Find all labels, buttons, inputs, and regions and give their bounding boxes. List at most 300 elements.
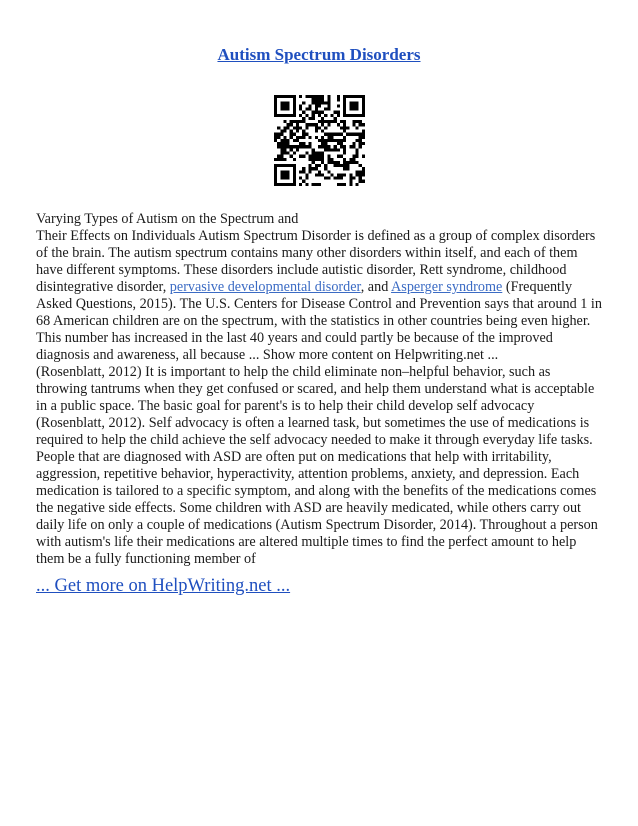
qr-module (293, 98, 296, 101)
qr-module (359, 133, 362, 136)
qr-module (312, 148, 315, 151)
qr-module (290, 123, 293, 126)
qr-module (327, 177, 330, 180)
qr-module (321, 98, 324, 101)
qr-module (290, 133, 293, 136)
qr-module (290, 114, 293, 117)
qr-module (318, 95, 321, 98)
qr-module (327, 145, 330, 148)
qr-module (343, 139, 346, 142)
qr-module (346, 164, 349, 167)
qr-module (356, 170, 359, 173)
qr-module (324, 164, 327, 167)
qr-module (346, 126, 349, 129)
qr-module (296, 120, 299, 123)
qr-module (277, 142, 280, 145)
qr-module (296, 130, 299, 133)
qr-module (327, 158, 330, 161)
qr-module (280, 183, 283, 186)
qr-module (334, 117, 337, 120)
qr-module (302, 101, 305, 104)
qr-module (305, 123, 308, 126)
qr-module (302, 142, 305, 145)
paragraph-1-heading-line: Varying Types of Autism on the Spectrum and (36, 211, 299, 227)
qr-module (274, 111, 277, 114)
qr-module (302, 130, 305, 133)
qr-module (274, 180, 277, 183)
qr-module (318, 158, 321, 161)
qr-module (324, 177, 327, 180)
qr-module (362, 95, 365, 98)
qr-module (283, 126, 286, 129)
qr-module (293, 158, 296, 161)
qr-module (315, 173, 318, 176)
qr-module (340, 183, 343, 186)
qr-module (352, 158, 355, 161)
qr-module (274, 139, 277, 142)
qr-module (327, 133, 330, 136)
qr-module (305, 133, 308, 136)
qr-module (359, 114, 362, 117)
qr-module (352, 114, 355, 117)
qr-module (315, 126, 318, 129)
qr-module (283, 158, 286, 161)
qr-module (299, 108, 302, 111)
document-title-link[interactable]: Autism Spectrum Disorders (217, 45, 421, 64)
qr-module (283, 151, 286, 154)
qr-module (305, 183, 308, 186)
qr-module (309, 136, 312, 139)
qr-module (343, 108, 346, 111)
qr-module (287, 151, 290, 154)
qr-module (293, 164, 296, 167)
qr-module (293, 101, 296, 104)
qr-module (290, 155, 293, 158)
qr-module (274, 95, 277, 98)
qr-module (318, 155, 321, 158)
qr-module (280, 155, 283, 158)
qr-module (362, 98, 365, 101)
qr-module (280, 108, 283, 111)
qr-module (327, 161, 330, 164)
qr-module (327, 104, 330, 107)
qr-module (274, 158, 277, 161)
qr-module (334, 133, 337, 136)
qr-module (337, 123, 340, 126)
qr-module (343, 136, 346, 139)
qr-module (349, 114, 352, 117)
qr-module (293, 180, 296, 183)
qr-module (312, 151, 315, 154)
qr-module (280, 158, 283, 161)
qr-module (318, 183, 321, 186)
qr-module (352, 161, 355, 164)
qr-module (321, 155, 324, 158)
qr-module (330, 161, 333, 164)
qr-module (287, 183, 290, 186)
qr-module (315, 164, 318, 167)
qr-module (277, 126, 280, 129)
qr-module (362, 101, 365, 104)
qr-module (287, 170, 290, 173)
qr-module (299, 126, 302, 129)
qr-module (299, 155, 302, 158)
qr-module (293, 173, 296, 176)
qr-module (312, 183, 315, 186)
qr-module (287, 123, 290, 126)
qr-module (283, 164, 286, 167)
qr-module (340, 164, 343, 167)
qr-module (327, 98, 330, 101)
qr-module (321, 95, 324, 98)
paragraph-1 (36, 211, 604, 364)
qr-module (296, 123, 299, 126)
qr-module (324, 133, 327, 136)
qr-module (327, 108, 330, 111)
qr-module (318, 111, 321, 114)
qr-module (312, 95, 315, 98)
qr-module (290, 130, 293, 133)
qr-module (312, 161, 315, 164)
qr-module (337, 111, 340, 114)
qr-module (283, 108, 286, 111)
qr-module (318, 139, 321, 142)
qr-module (299, 95, 302, 98)
qr-module (346, 114, 349, 117)
qr-module (274, 167, 277, 170)
qr-module (293, 104, 296, 107)
qr-module (299, 120, 302, 123)
qr-module (352, 177, 355, 180)
qr-module (315, 167, 318, 170)
qr-module (309, 123, 312, 126)
qr-module (330, 133, 333, 136)
qr-module (293, 95, 296, 98)
qr-module (362, 104, 365, 107)
qr-module (327, 136, 330, 139)
qr-module (321, 117, 324, 120)
qr-module (346, 167, 349, 170)
qr-module (309, 117, 312, 120)
qr-module (321, 139, 324, 142)
qr-module (309, 170, 312, 173)
qr-module (352, 104, 355, 107)
qr-module (296, 139, 299, 142)
qr-module (362, 123, 365, 126)
qr-module (330, 158, 333, 161)
qr-module (327, 95, 330, 98)
qr-module (340, 142, 343, 145)
qr-module (315, 130, 318, 133)
qr-module (287, 142, 290, 145)
qr-module (356, 120, 359, 123)
qr-module (293, 167, 296, 170)
qr-module (296, 136, 299, 139)
qr-module (337, 142, 340, 145)
qr-module (293, 133, 296, 136)
qr-module (321, 158, 324, 161)
qr-module (337, 148, 340, 151)
qr-module (343, 111, 346, 114)
qr-module (302, 117, 305, 120)
qr-module (305, 114, 308, 117)
qr-module (283, 177, 286, 180)
qr-module (321, 130, 324, 133)
qr-module (330, 148, 333, 151)
qr-module (324, 120, 327, 123)
qr-module (318, 98, 321, 101)
qr-module (315, 108, 318, 111)
qr-module (290, 148, 293, 151)
qr-module (356, 114, 359, 117)
qr-module (302, 133, 305, 136)
qr-module (362, 167, 365, 170)
qr-module (359, 164, 362, 167)
qr-module (359, 95, 362, 98)
qr-module (280, 133, 283, 136)
qr-module (315, 104, 318, 107)
qr-module (343, 173, 346, 176)
qr-module (352, 95, 355, 98)
qr-module (362, 108, 365, 111)
qr-module (299, 142, 302, 145)
qr-module (346, 161, 349, 164)
qr-module (274, 177, 277, 180)
qr-module (337, 177, 340, 180)
qr-module (349, 180, 352, 183)
qr-module (356, 161, 359, 164)
qr-module (362, 133, 365, 136)
qr-module (343, 114, 346, 117)
qr-module (321, 136, 324, 139)
qr-module (318, 120, 321, 123)
qr-code-image (274, 95, 365, 186)
qr-module (290, 120, 293, 123)
qr-module (337, 164, 340, 167)
asperger-syndrome-link[interactable]: Asperger syndrome (391, 279, 503, 295)
qr-module (359, 136, 362, 139)
qr-module (359, 120, 362, 123)
qr-module (362, 136, 365, 139)
qr-module (274, 173, 277, 176)
qr-module (280, 142, 283, 145)
qr-module (324, 142, 327, 145)
qr-module (343, 130, 346, 133)
qr-module (309, 104, 312, 107)
qr-module (287, 108, 290, 111)
qr-module (349, 158, 352, 161)
qr-module (290, 145, 293, 148)
qr-module (349, 161, 352, 164)
qr-module (283, 183, 286, 186)
qr-module (359, 123, 362, 126)
qr-module (299, 136, 302, 139)
qr-module (340, 139, 343, 142)
qr-module (283, 142, 286, 145)
qr-module (274, 104, 277, 107)
qr-module (293, 126, 296, 129)
qr-module (321, 145, 324, 148)
qr-module (305, 145, 308, 148)
qr-module (287, 173, 290, 176)
qr-module (315, 151, 318, 154)
qr-module (287, 126, 290, 129)
qr-module (343, 161, 346, 164)
qr-module (359, 177, 362, 180)
qr-module (280, 130, 283, 133)
qr-module (343, 104, 346, 107)
qr-module (315, 123, 318, 126)
qr-module (309, 142, 312, 145)
qr-module (321, 173, 324, 176)
qr-module (349, 183, 352, 186)
qr-module (315, 155, 318, 158)
qr-module (293, 139, 296, 142)
qr-module (315, 95, 318, 98)
qr-module (280, 173, 283, 176)
qr-module (312, 123, 315, 126)
qr-module (312, 117, 315, 120)
qr-module (334, 148, 337, 151)
qr-module (362, 170, 365, 173)
qr-module (337, 161, 340, 164)
qr-module (283, 104, 286, 107)
qr-module (340, 145, 343, 148)
qr-module (277, 145, 280, 148)
qr-module (349, 177, 352, 180)
qr-module (318, 170, 321, 173)
qr-module (318, 126, 321, 129)
qr-module (312, 101, 315, 104)
qr-module (327, 123, 330, 126)
qr-module (280, 170, 283, 173)
qr-module (343, 151, 346, 154)
qr-module (349, 95, 352, 98)
qr-module (356, 104, 359, 107)
qr-module (337, 155, 340, 158)
qr-module (324, 139, 327, 142)
qr-module (337, 133, 340, 136)
qr-module (321, 142, 324, 145)
qr-module (321, 120, 324, 123)
qr-module (280, 164, 283, 167)
qr-module (318, 164, 321, 167)
pervasive-developmental-disorder-link[interactable]: pervasive developmental disorder (169, 279, 361, 295)
paragraph-1-text-b: , and (360, 279, 392, 295)
qr-module (334, 111, 337, 114)
qr-module (340, 173, 343, 176)
qr-module (277, 183, 280, 186)
qr-module (293, 170, 296, 173)
qr-module (293, 120, 296, 123)
paragraph-1-text-c: (Frequently Asked Questions, 2015). The U.S. Centers for Disease Control and Prevention says that around 1 in 68 American children are on the spectrum, with the statistics in other countries being even higher. This number has increased in the last 40 years and could partly be because of the improved diagnosis and awareness, all because ... Show more content on Helpwriting.net ... (36, 279, 602, 363)
qr-module (321, 123, 324, 126)
qr-module (283, 120, 286, 123)
qr-module (315, 101, 318, 104)
qr-module (349, 108, 352, 111)
qr-module (330, 114, 333, 117)
qr-module (327, 139, 330, 142)
qr-module (290, 136, 293, 139)
qr-module (337, 139, 340, 142)
qr-module (352, 120, 355, 123)
qr-module (287, 139, 290, 142)
qr-module (277, 158, 280, 161)
qr-module (321, 151, 324, 154)
qr-module (359, 180, 362, 183)
qr-module (274, 136, 277, 139)
qr-module (287, 101, 290, 104)
qr-module (305, 108, 308, 111)
qr-module (299, 183, 302, 186)
qr-module (362, 155, 365, 158)
qr-module (274, 108, 277, 111)
qr-module (356, 155, 359, 158)
qr-module (283, 139, 286, 142)
qr-module (352, 155, 355, 158)
document-body (36, 211, 604, 568)
qr-module (280, 177, 283, 180)
qr-module (280, 151, 283, 154)
qr-module (296, 145, 299, 148)
qr-module (324, 167, 327, 170)
qr-module (340, 155, 343, 158)
qr-module (343, 95, 346, 98)
qr-module (312, 158, 315, 161)
get-more-link[interactable]: ... Get more on HelpWriting.net ... (36, 576, 291, 596)
qr-module (293, 111, 296, 114)
qr-module (318, 151, 321, 154)
qr-module (337, 95, 340, 98)
qr-module (274, 170, 277, 173)
qr-module (293, 183, 296, 186)
qr-module (287, 95, 290, 98)
qr-module (280, 145, 283, 148)
qr-module (321, 111, 324, 114)
qr-module (290, 183, 293, 186)
qr-module (287, 145, 290, 148)
qr-module (280, 101, 283, 104)
qr-module (302, 136, 305, 139)
qr-module (305, 173, 308, 176)
qr-module (343, 148, 346, 151)
qr-module (302, 145, 305, 148)
qr-module (334, 177, 337, 180)
qr-module (356, 101, 359, 104)
qr-module (312, 167, 315, 170)
qr-module (315, 158, 318, 161)
qr-module (343, 158, 346, 161)
qr-module (293, 114, 296, 117)
qr-module (327, 155, 330, 158)
qr-module (277, 136, 280, 139)
qr-module (349, 104, 352, 107)
qr-module (349, 145, 352, 148)
qr-module (293, 108, 296, 111)
qr-module (302, 111, 305, 114)
qr-module (324, 145, 327, 148)
qr-module (337, 98, 340, 101)
qr-module (337, 104, 340, 107)
qr-module (337, 114, 340, 117)
qr-module (359, 142, 362, 145)
qr-module (327, 120, 330, 123)
qr-module (327, 170, 330, 173)
qr-module (359, 170, 362, 173)
qr-module (343, 120, 346, 123)
qr-module (312, 155, 315, 158)
qr-module (337, 173, 340, 176)
